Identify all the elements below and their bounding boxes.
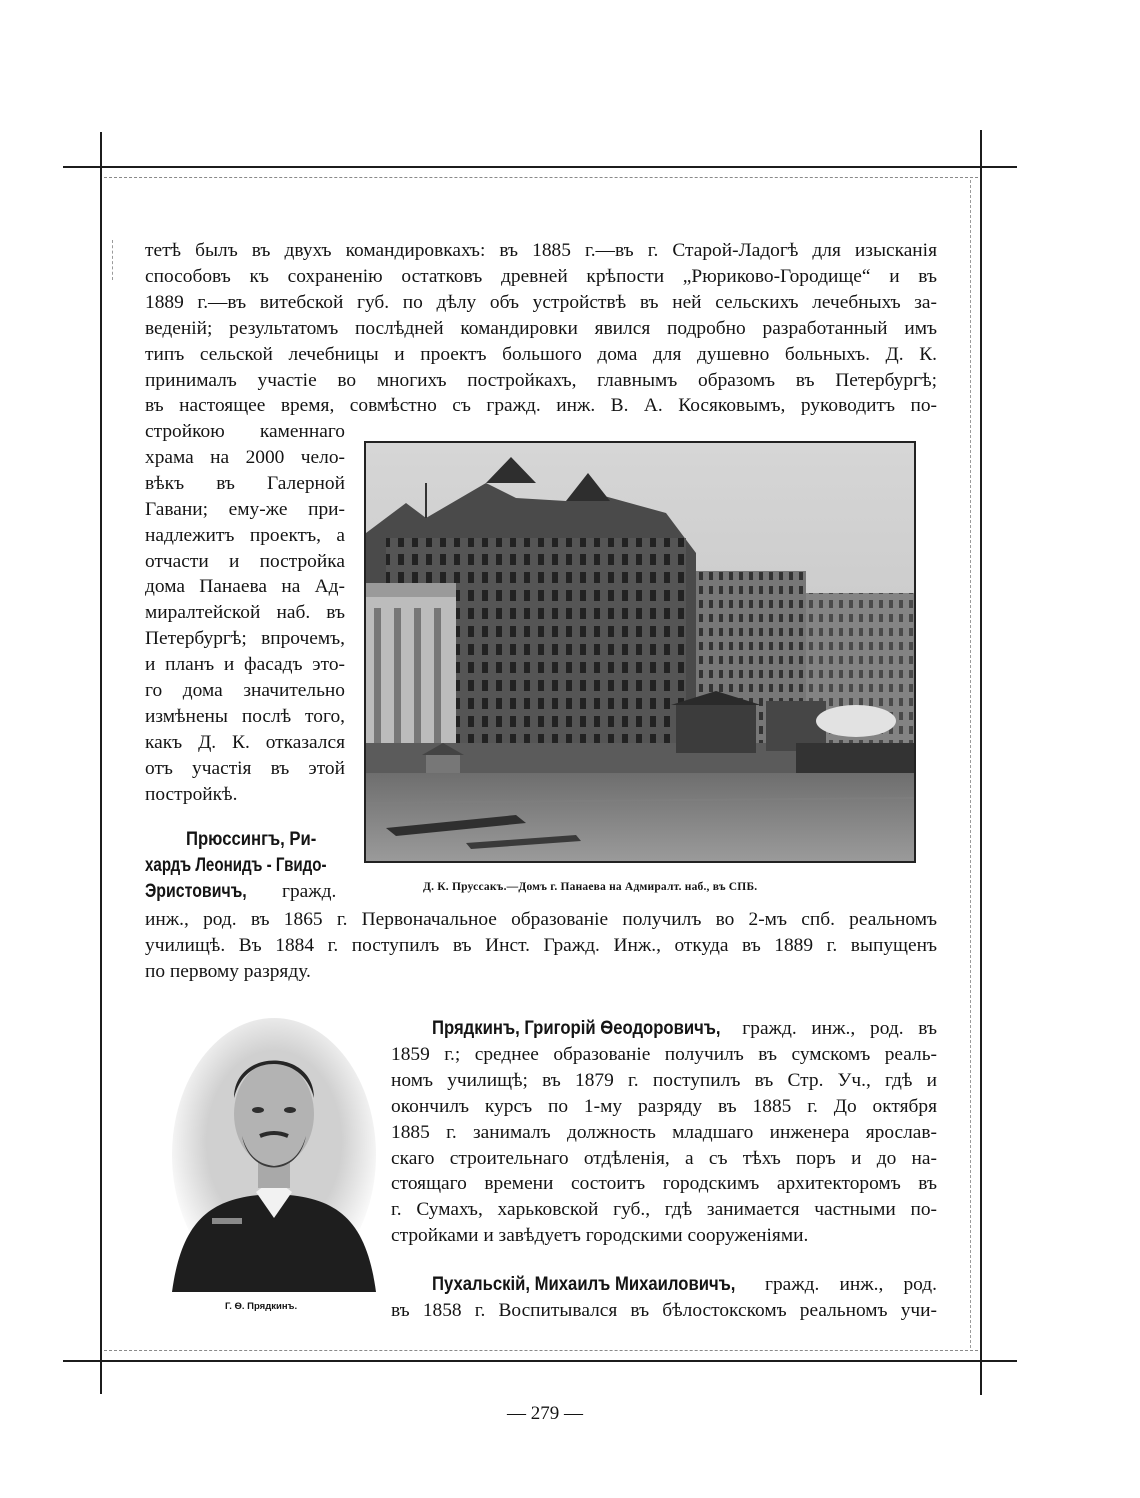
text-line <box>186 827 346 853</box>
text-line: миралтейской наб. въ <box>145 602 345 624</box>
text-line: тетѣ былъ въ двухъ командировкахъ: въ 1885 г.—въ г. Старой-Ладогѣ для изысканія <box>145 240 937 261</box>
text-line: 1859 г.; среднее образованіе получилъ въ сумскомъ реаль- <box>391 1043 937 1065</box>
frame-inner-bottom-dash <box>104 1350 978 1351</box>
pukhalsky-paragraph <box>391 1272 937 1324</box>
text-line: принималъ участіе во многихъ постройкахъ, главнымъ образомъ въ Петербургѣ; <box>145 369 937 391</box>
frame-inner-right-dash <box>970 180 971 1348</box>
text-line: по первому разряду. <box>145 960 311 982</box>
text-line: въ настоящее время, совмѣстно съ гражд. инж. В. А. Косяковымъ, руководитъ по- <box>145 395 937 417</box>
person-name: Эристовичъ, <box>145 879 247 902</box>
text-line: какъ Д. К. отказался <box>145 731 345 753</box>
text-line: и планъ и фасадъ это- <box>145 654 345 676</box>
text-line: измѣнены послѣ того, <box>145 705 345 727</box>
text-line: 1885 г. занималъ должность младшаго инженера ярослав- <box>391 1121 937 1143</box>
text-line: въ 1858 г. Воспитывался въ бѣлостокскомъ реальномъ учи- <box>391 1299 937 1321</box>
frame-bottom-rule <box>63 1360 1017 1362</box>
text-line: постройкѣ. <box>145 783 238 805</box>
text-line: Петербургѣ; впрочемъ, <box>145 628 345 650</box>
first-line-rest: гражд. инж., род. <box>764 1274 937 1295</box>
first-line-rest: гражд. инж., род. въ <box>742 1018 937 1039</box>
text-line: стоящаго времени состоитъ городскимъ архитекторомъ въ <box>391 1173 937 1195</box>
pryussing-tail: гражд. <box>282 881 337 902</box>
figure-caption: Д. К. Пруссакъ.—Домъ г. Панаева на Адмиралт. наб., въ СПБ. <box>423 881 758 893</box>
pryadkin-paragraph <box>391 1016 937 1249</box>
page-number: — 279 — <box>507 1403 583 1424</box>
text-line: инж., род. въ 1865 г. Первоначальное образованіе получилъ во 2-мъ спб. реальномъ <box>145 909 937 930</box>
text-line: дома Панаева на Ад- <box>145 576 345 598</box>
text-line: отчасти и постройка <box>145 550 345 572</box>
text-line: отъ участія въ этой <box>145 757 345 779</box>
text-line: номъ училищѣ; въ 1879 г. поступилъ въ Стр. Уч., гдѣ и <box>391 1069 937 1091</box>
frame-inner-top-dash <box>104 177 978 178</box>
text-line: училищѣ. Въ 1884 г. поступилъ въ Инст. Гражд. Инж., откуда въ 1889 г. выпущенъ <box>145 934 937 956</box>
person-name: Прюссингъ, Ри- <box>186 828 317 850</box>
text-line: го дома значительно <box>145 680 345 702</box>
building-photo <box>364 441 916 863</box>
text-line: надлежитъ проектъ, а <box>145 524 345 546</box>
frame-right-rule <box>980 130 982 1395</box>
building-photo-icon <box>366 443 914 861</box>
frame-inner-left-dash <box>112 240 113 280</box>
intro-narrow-column <box>145 419 345 808</box>
person-name: Прядкинъ, Григорій Ѳеодоровичъ, <box>432 1017 721 1039</box>
text-line: вѣкъ въ Галерной <box>145 472 345 494</box>
portrait-photo <box>172 1018 376 1292</box>
text-line: храма на 2000 чело- <box>145 446 345 468</box>
text-line: способовъ къ сохраненію остатковъ древней крѣпости „Рюриково-Городище“ и въ <box>145 265 937 287</box>
text-line: типъ сельской лечебницы и проектъ большого дома для душевно больныхъ. Д. К. <box>145 343 937 365</box>
text-line: веденій; результатомъ послѣдней командировки явился подробно разработанный имъ <box>145 317 937 339</box>
portrait-caption: Г. Ѳ. Прядкинъ. <box>225 1301 298 1312</box>
pryussing-paragraph <box>145 907 937 985</box>
text-line: стройками и завѣдуетъ городскими сооруженіями. <box>391 1225 809 1247</box>
text-line: 1889 г.—въ витебской губ. по дѣлу объ устройствѣ въ ней сельскихъ лечебныхъ за- <box>145 291 937 313</box>
text-line: стройкою каменнаго <box>145 421 345 442</box>
portrait-photo-icon <box>172 1018 376 1292</box>
intro-paragraph <box>145 238 937 419</box>
text-line <box>391 1272 937 1298</box>
text-line <box>145 853 365 879</box>
person-name: хардъ Леонидъ - Гвидо- <box>145 854 327 876</box>
text-line <box>391 1016 937 1042</box>
text-line: Гавани; ему-же при- <box>145 498 345 520</box>
text-line: г. Сумахъ, харьковской губ., гдѣ занимается частными по- <box>391 1199 937 1221</box>
pryussing-heading <box>186 827 346 853</box>
person-name: Пухальскій, Михаилъ Михаиловичъ, <box>432 1273 736 1295</box>
text-line: окончилъ курсъ по 1-му разряду въ 1885 г. До октября <box>391 1095 937 1117</box>
frame-top-rule <box>63 166 1017 168</box>
frame-left-rule <box>100 132 102 1394</box>
text-line: скаго строительнаго отдѣленія, а съ тѣхъ поръ и до на- <box>391 1147 937 1169</box>
